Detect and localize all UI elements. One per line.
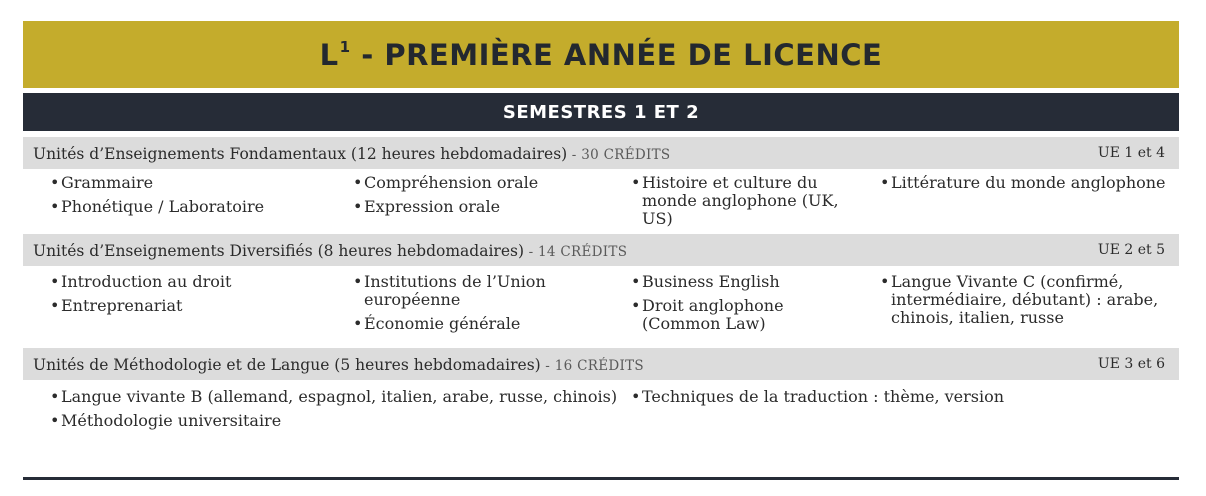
course-item: • Business English bbox=[631, 273, 846, 291]
course-list bbox=[50, 174, 320, 222]
course-item: • Expression orale bbox=[353, 198, 603, 216]
section-credits: - 30 CRÉDITS bbox=[567, 146, 671, 163]
section-ue: UE 1 et 4 bbox=[1097, 145, 1165, 161]
section-name: Unités de Méthodologie et de Langue (5 heures hebdomadaires) bbox=[33, 355, 541, 374]
section-ue: UE 3 et 6 bbox=[1097, 356, 1165, 372]
page-title-rest: - PREMIÈRE ANNÉE DE LICENCE bbox=[350, 37, 883, 72]
course-item: • Histoire et culture du monde anglophone (UK, US) bbox=[631, 174, 846, 228]
section-name: Unités d’Enseignements Diversifiés (8 heures hebdomadaires) bbox=[33, 241, 524, 260]
course-list bbox=[353, 273, 568, 339]
course-item: • Grammaire bbox=[50, 174, 320, 192]
course-item: • Langue Vivante C (confirmé, intermédiaire, débutant) : arabe, chinois, italien, russe bbox=[880, 273, 1170, 327]
page-title-superscript: 1 bbox=[339, 37, 351, 56]
subtitle-banner bbox=[23, 93, 1179, 131]
section-header-fondamentaux bbox=[23, 137, 1179, 169]
page-title bbox=[320, 38, 883, 72]
course-item: • Phonétique / Laboratoire bbox=[50, 198, 320, 216]
section-header-diversifies bbox=[23, 234, 1179, 266]
course-item: • Entreprenariat bbox=[50, 297, 320, 315]
course-list bbox=[631, 174, 846, 234]
course-list bbox=[353, 174, 603, 222]
course-item: • Droit anglophone (Common Law) bbox=[631, 297, 846, 333]
course-list bbox=[631, 273, 846, 339]
title-banner bbox=[23, 21, 1179, 88]
course-list bbox=[631, 388, 1081, 412]
page-subtitle: SEMESTRES 1 ET 2 bbox=[502, 101, 700, 123]
course-list bbox=[880, 174, 1170, 198]
course-item: • Institutions de l’Union européenne bbox=[353, 273, 568, 309]
course-list bbox=[880, 273, 1170, 333]
page-title-main: L bbox=[319, 37, 339, 72]
bottom-divider bbox=[23, 477, 1179, 480]
section-credits: - 14 CRÉDITS bbox=[524, 243, 628, 260]
course-item: • Économie générale bbox=[353, 315, 568, 333]
section-header-methodologie bbox=[23, 348, 1179, 380]
course-item: • Langue vivante B (allemand, espagnol, italien, arabe, russe, chinois) bbox=[50, 388, 620, 406]
course-item: • Littérature du monde anglophone bbox=[880, 174, 1170, 192]
course-list bbox=[50, 273, 320, 321]
course-list bbox=[50, 388, 620, 436]
section-ue: UE 2 et 5 bbox=[1097, 242, 1165, 258]
section-name: Unités d’Enseignements Fondamentaux (12 heures hebdomadaires) bbox=[33, 144, 568, 163]
course-item: • Compréhension orale bbox=[353, 174, 603, 192]
course-item: • Méthodologie universitaire bbox=[50, 412, 620, 430]
course-item: • Introduction au droit bbox=[50, 273, 320, 291]
course-item: • Techniques de la traduction : thème, version bbox=[631, 388, 1081, 406]
section-credits: - 16 CRÉDITS bbox=[540, 357, 644, 374]
